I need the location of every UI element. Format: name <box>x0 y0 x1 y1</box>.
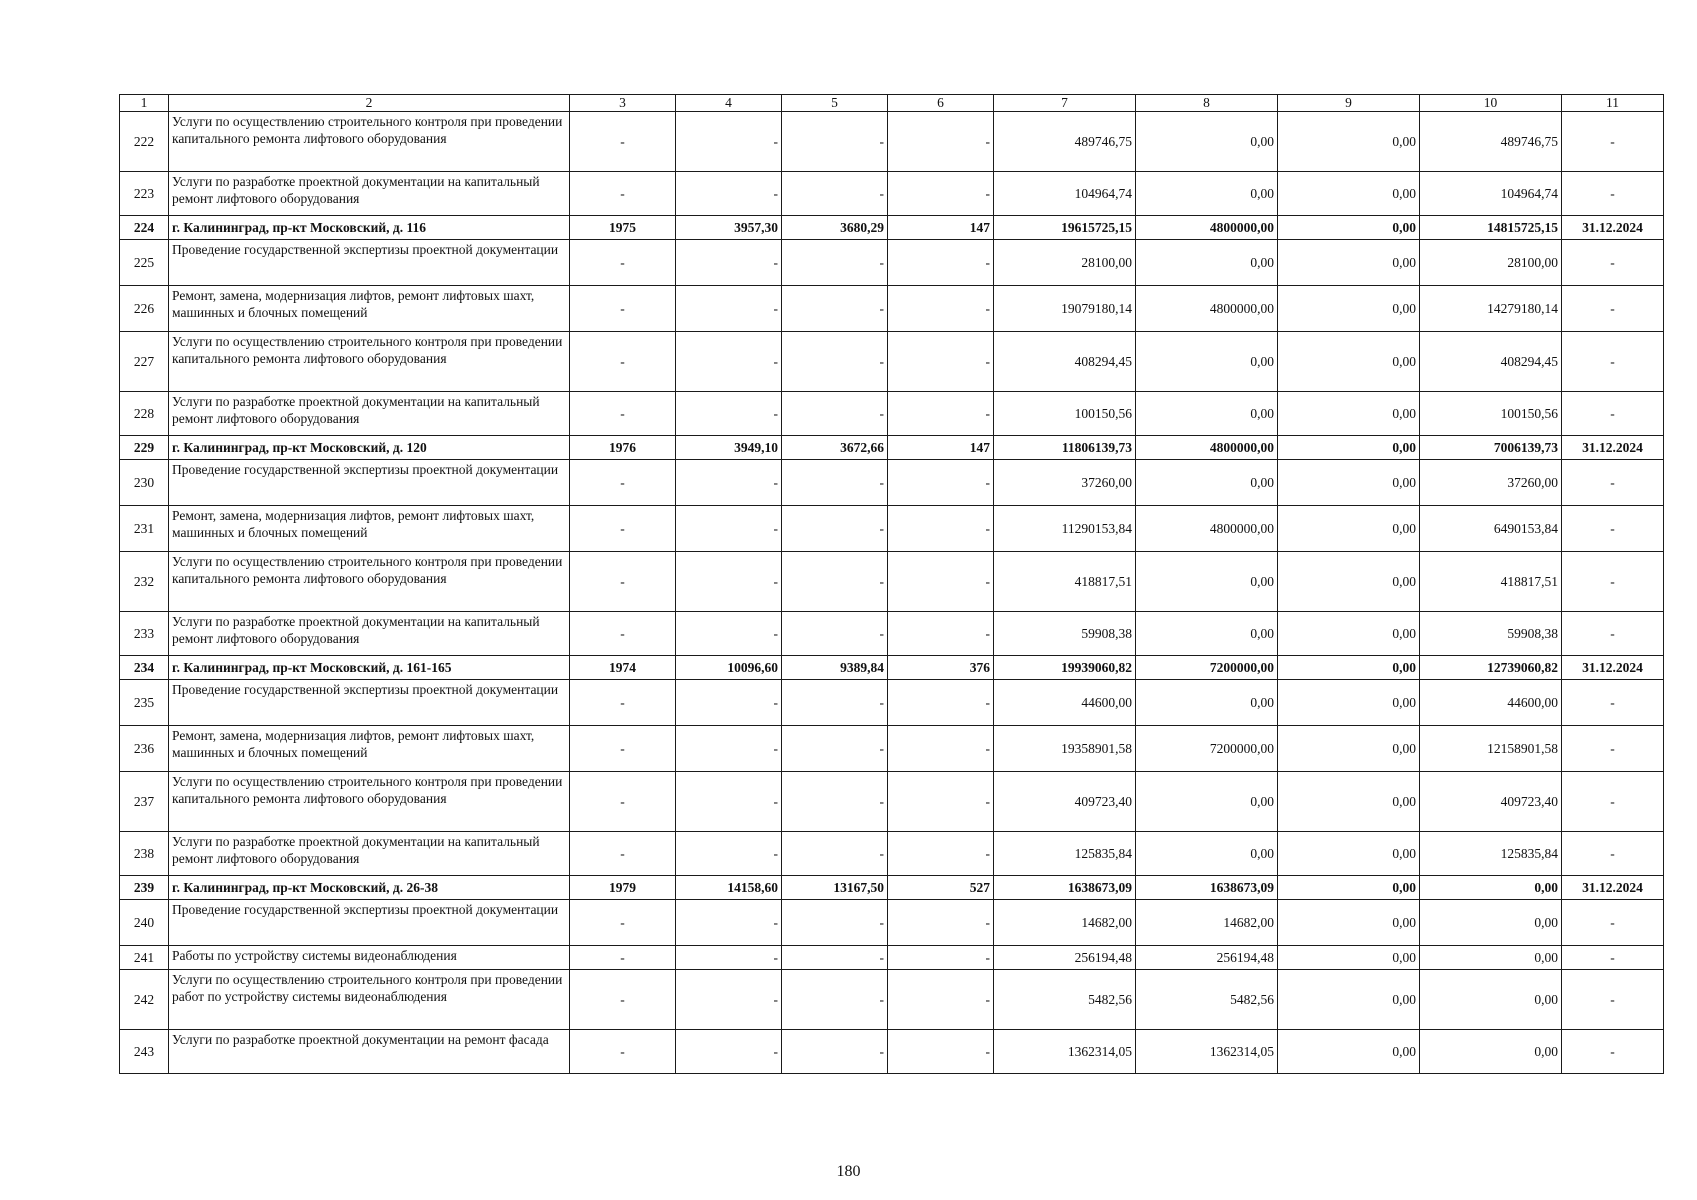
deadline-cell: - <box>1562 286 1664 332</box>
area-total-cell: - <box>676 332 782 392</box>
row-number: 242 <box>120 970 169 1030</box>
area-living-cell: - <box>782 332 888 392</box>
table-row <box>120 772 1664 832</box>
table-row <box>120 112 1664 172</box>
row-number: 243 <box>120 1030 169 1074</box>
table-row <box>120 332 1664 392</box>
area-total-cell: - <box>676 286 782 332</box>
area-living-cell: - <box>782 772 888 832</box>
table-row <box>120 460 1664 506</box>
year-cell: 1979 <box>570 876 676 900</box>
total-cost-cell: 28100,00 <box>994 240 1136 286</box>
year-cell: 1975 <box>570 216 676 240</box>
area-total-cell: 3949,10 <box>676 436 782 460</box>
row-name: г. Калининград, пр-кт Московский, д. 120 <box>169 436 570 460</box>
budget-cost-cell: 0,00 <box>1278 436 1420 460</box>
table-row <box>120 970 1664 1030</box>
area-living-cell: - <box>782 112 888 172</box>
area-total-cell: - <box>676 612 782 656</box>
area-living-cell: - <box>782 832 888 876</box>
owner-cost-cell: 14815725,15 <box>1420 216 1562 240</box>
total-cost-cell: 100150,56 <box>994 392 1136 436</box>
fund-cost-cell: 0,00 <box>1136 680 1278 726</box>
fund-cost-cell: 4800000,00 <box>1136 506 1278 552</box>
column-header-row <box>120 95 1664 112</box>
owner-cost-cell: 0,00 <box>1420 900 1562 946</box>
column-header: 5 <box>782 95 888 112</box>
fund-cost-cell: 0,00 <box>1136 552 1278 612</box>
owner-cost-cell: 6490153,84 <box>1420 506 1562 552</box>
table-row <box>120 172 1664 216</box>
area-total-cell: - <box>676 832 782 876</box>
row-number: 234 <box>120 656 169 680</box>
address-row <box>120 216 1664 240</box>
budget-cost-cell: 0,00 <box>1278 216 1420 240</box>
area-living-cell: 9389,84 <box>782 656 888 680</box>
area-total-cell: - <box>676 772 782 832</box>
total-cost-cell: 5482,56 <box>994 970 1136 1030</box>
residents-cell: 527 <box>888 876 994 900</box>
total-cost-cell: 408294,45 <box>994 332 1136 392</box>
fund-cost-cell: 0,00 <box>1136 832 1278 876</box>
residents-cell: - <box>888 460 994 506</box>
row-name: Проведение государственной экспертизы проектной документации <box>169 460 570 506</box>
fund-cost-cell: 5482,56 <box>1136 970 1278 1030</box>
table-row <box>120 726 1664 772</box>
table-row <box>120 286 1664 332</box>
deadline-cell: - <box>1562 552 1664 612</box>
area-total-cell: - <box>676 726 782 772</box>
deadline-cell: 31.12.2024 <box>1562 436 1664 460</box>
fund-cost-cell: 7200000,00 <box>1136 726 1278 772</box>
budget-cost-cell: 0,00 <box>1278 286 1420 332</box>
area-total-cell: - <box>676 1030 782 1074</box>
residents-cell: - <box>888 172 994 216</box>
budget-cost-cell: 0,00 <box>1278 332 1420 392</box>
residents-cell: - <box>888 680 994 726</box>
deadline-cell: 31.12.2024 <box>1562 876 1664 900</box>
owner-cost-cell: 408294,45 <box>1420 332 1562 392</box>
year-cell: - <box>570 172 676 216</box>
residents-cell: - <box>888 112 994 172</box>
column-header: 1 <box>120 95 169 112</box>
area-living-cell: - <box>782 240 888 286</box>
area-total-cell: - <box>676 172 782 216</box>
year-cell: - <box>570 552 676 612</box>
row-number: 240 <box>120 900 169 946</box>
residents-cell: - <box>888 772 994 832</box>
column-header: 6 <box>888 95 994 112</box>
fund-cost-cell: 4800000,00 <box>1136 286 1278 332</box>
row-name: Услуги по осуществлению строительного контроля при проведении работ по устройству системы видеонаблюдения <box>169 970 570 1030</box>
total-cost-cell: 125835,84 <box>994 832 1136 876</box>
table-row <box>120 946 1664 970</box>
deadline-cell: - <box>1562 172 1664 216</box>
residents-cell: 376 <box>888 656 994 680</box>
fund-cost-cell: 0,00 <box>1136 332 1278 392</box>
residents-cell: - <box>888 392 994 436</box>
area-living-cell: - <box>782 680 888 726</box>
year-cell: - <box>570 612 676 656</box>
year-cell: - <box>570 112 676 172</box>
fund-cost-cell: 1362314,05 <box>1136 1030 1278 1074</box>
row-number: 231 <box>120 506 169 552</box>
total-cost-cell: 19615725,15 <box>994 216 1136 240</box>
area-total-cell: - <box>676 240 782 286</box>
total-cost-cell: 19079180,14 <box>994 286 1136 332</box>
row-number: 225 <box>120 240 169 286</box>
area-total-cell: - <box>676 460 782 506</box>
register-table <box>119 94 1664 1074</box>
row-number: 229 <box>120 436 169 460</box>
deadline-cell: - <box>1562 772 1664 832</box>
budget-cost-cell: 0,00 <box>1278 552 1420 612</box>
fund-cost-cell: 0,00 <box>1136 172 1278 216</box>
owner-cost-cell: 104964,74 <box>1420 172 1562 216</box>
area-total-cell: 10096,60 <box>676 656 782 680</box>
deadline-cell: - <box>1562 332 1664 392</box>
fund-cost-cell: 256194,48 <box>1136 946 1278 970</box>
area-total-cell: 14158,60 <box>676 876 782 900</box>
table-row <box>120 506 1664 552</box>
total-cost-cell: 1362314,05 <box>994 1030 1136 1074</box>
area-living-cell: - <box>782 460 888 506</box>
row-name: Ремонт, замена, модернизация лифтов, ремонт лифтовых шахт, машинных и блочных помещений <box>169 726 570 772</box>
area-total-cell: - <box>676 112 782 172</box>
area-living-cell: 3672,66 <box>782 436 888 460</box>
residents-cell: - <box>888 832 994 876</box>
row-number: 228 <box>120 392 169 436</box>
year-cell: - <box>570 286 676 332</box>
row-number: 226 <box>120 286 169 332</box>
area-total-cell: - <box>676 392 782 436</box>
total-cost-cell: 19939060,82 <box>994 656 1136 680</box>
deadline-cell: - <box>1562 612 1664 656</box>
budget-cost-cell: 0,00 <box>1278 112 1420 172</box>
column-header: 4 <box>676 95 782 112</box>
row-number: 241 <box>120 946 169 970</box>
owner-cost-cell: 409723,40 <box>1420 772 1562 832</box>
deadline-cell: 31.12.2024 <box>1562 656 1664 680</box>
fund-cost-cell: 0,00 <box>1136 112 1278 172</box>
row-name: Услуги по осуществлению строительного контроля при проведении капитального ремонта лифтового оборудования <box>169 332 570 392</box>
column-header: 10 <box>1420 95 1562 112</box>
fund-cost-cell: 0,00 <box>1136 772 1278 832</box>
row-number: 224 <box>120 216 169 240</box>
residents-cell: - <box>888 612 994 656</box>
budget-cost-cell: 0,00 <box>1278 772 1420 832</box>
fund-cost-cell: 4800000,00 <box>1136 216 1278 240</box>
row-number: 232 <box>120 552 169 612</box>
deadline-cell: 31.12.2024 <box>1562 216 1664 240</box>
owner-cost-cell: 0,00 <box>1420 946 1562 970</box>
row-name: Ремонт, замена, модернизация лифтов, ремонт лифтовых шахт, машинных и блочных помещений <box>169 506 570 552</box>
fund-cost-cell: 0,00 <box>1136 460 1278 506</box>
row-name: г. Калининград, пр-кт Московский, д. 116 <box>169 216 570 240</box>
fund-cost-cell: 7200000,00 <box>1136 656 1278 680</box>
area-total-cell: - <box>676 946 782 970</box>
budget-cost-cell: 0,00 <box>1278 656 1420 680</box>
row-name: Проведение государственной экспертизы проектной документации <box>169 900 570 946</box>
owner-cost-cell: 12158901,58 <box>1420 726 1562 772</box>
area-total-cell: - <box>676 552 782 612</box>
address-row <box>120 656 1664 680</box>
residents-cell: - <box>888 332 994 392</box>
table-row <box>120 1030 1664 1074</box>
deadline-cell: - <box>1562 112 1664 172</box>
column-header: 2 <box>169 95 570 112</box>
area-living-cell: - <box>782 392 888 436</box>
table-row <box>120 832 1664 876</box>
year-cell: - <box>570 460 676 506</box>
total-cost-cell: 489746,75 <box>994 112 1136 172</box>
year-cell: - <box>570 726 676 772</box>
total-cost-cell: 11806139,73 <box>994 436 1136 460</box>
owner-cost-cell: 44600,00 <box>1420 680 1562 726</box>
row-name: Проведение государственной экспертизы проектной документации <box>169 680 570 726</box>
fund-cost-cell: 4800000,00 <box>1136 436 1278 460</box>
area-living-cell: - <box>782 172 888 216</box>
budget-cost-cell: 0,00 <box>1278 506 1420 552</box>
deadline-cell: - <box>1562 900 1664 946</box>
owner-cost-cell: 28100,00 <box>1420 240 1562 286</box>
budget-cost-cell: 0,00 <box>1278 392 1420 436</box>
budget-cost-cell: 0,00 <box>1278 680 1420 726</box>
owner-cost-cell: 14279180,14 <box>1420 286 1562 332</box>
row-name: Проведение государственной экспертизы проектной документации <box>169 240 570 286</box>
budget-cost-cell: 0,00 <box>1278 970 1420 1030</box>
area-living-cell: 13167,50 <box>782 876 888 900</box>
deadline-cell: - <box>1562 970 1664 1030</box>
table-row <box>120 612 1664 656</box>
owner-cost-cell: 12739060,82 <box>1420 656 1562 680</box>
total-cost-cell: 1638673,09 <box>994 876 1136 900</box>
budget-cost-cell: 0,00 <box>1278 1030 1420 1074</box>
column-header: 11 <box>1562 95 1664 112</box>
year-cell: 1976 <box>570 436 676 460</box>
deadline-cell: - <box>1562 460 1664 506</box>
residents-cell: - <box>888 946 994 970</box>
year-cell: - <box>570 680 676 726</box>
residents-cell: - <box>888 506 994 552</box>
residents-cell: - <box>888 726 994 772</box>
total-cost-cell: 11290153,84 <box>994 506 1136 552</box>
fund-cost-cell: 14682,00 <box>1136 900 1278 946</box>
row-number: 236 <box>120 726 169 772</box>
owner-cost-cell: 100150,56 <box>1420 392 1562 436</box>
row-number: 235 <box>120 680 169 726</box>
fund-cost-cell: 0,00 <box>1136 612 1278 656</box>
deadline-cell: - <box>1562 946 1664 970</box>
area-living-cell: - <box>782 900 888 946</box>
residents-cell: 147 <box>888 216 994 240</box>
area-total-cell: - <box>676 970 782 1030</box>
owner-cost-cell: 0,00 <box>1420 970 1562 1030</box>
row-name: Услуги по разработке проектной документации на капитальный ремонт лифтового оборудования <box>169 832 570 876</box>
row-name: Услуги по разработке проектной документации на ремонт фасада <box>169 1030 570 1074</box>
row-name: Услуги по разработке проектной документации на капитальный ремонт лифтового оборудования <box>169 172 570 216</box>
row-name: г. Калининград, пр-кт Московский, д. 26-38 <box>169 876 570 900</box>
year-cell: - <box>570 506 676 552</box>
residents-cell: - <box>888 240 994 286</box>
budget-cost-cell: 0,00 <box>1278 460 1420 506</box>
area-total-cell: - <box>676 506 782 552</box>
area-total-cell: - <box>676 900 782 946</box>
year-cell: - <box>570 946 676 970</box>
row-name: Услуги по разработке проектной документации на капитальный ремонт лифтового оборудования <box>169 392 570 436</box>
deadline-cell: - <box>1562 832 1664 876</box>
row-name: Услуги по осуществлению строительного контроля при проведении капитального ремонта лифтового оборудования <box>169 552 570 612</box>
owner-cost-cell: 418817,51 <box>1420 552 1562 612</box>
row-number: 239 <box>120 876 169 900</box>
residents-cell: - <box>888 286 994 332</box>
row-number: 227 <box>120 332 169 392</box>
row-number: 233 <box>120 612 169 656</box>
owner-cost-cell: 37260,00 <box>1420 460 1562 506</box>
budget-cost-cell: 0,00 <box>1278 832 1420 876</box>
owner-cost-cell: 125835,84 <box>1420 832 1562 876</box>
budget-cost-cell: 0,00 <box>1278 172 1420 216</box>
column-header: 3 <box>570 95 676 112</box>
total-cost-cell: 104964,74 <box>994 172 1136 216</box>
budget-cost-cell: 0,00 <box>1278 240 1420 286</box>
fund-cost-cell: 0,00 <box>1136 392 1278 436</box>
page-number: 180 <box>836 1163 861 1180</box>
year-cell: - <box>570 332 676 392</box>
residents-cell: 147 <box>888 436 994 460</box>
year-cell: - <box>570 392 676 436</box>
area-living-cell: - <box>782 286 888 332</box>
area-living-cell: - <box>782 970 888 1030</box>
area-living-cell: - <box>782 1030 888 1074</box>
total-cost-cell: 409723,40 <box>994 772 1136 832</box>
row-number: 230 <box>120 460 169 506</box>
row-name: Услуги по осуществлению строительного контроля при проведении капитального ремонта лифтового оборудования <box>169 772 570 832</box>
deadline-cell: - <box>1562 506 1664 552</box>
area-living-cell: - <box>782 552 888 612</box>
table-row <box>120 900 1664 946</box>
deadline-cell: - <box>1562 726 1664 772</box>
year-cell: - <box>570 772 676 832</box>
column-header: 7 <box>994 95 1136 112</box>
table-row <box>120 392 1664 436</box>
owner-cost-cell: 489746,75 <box>1420 112 1562 172</box>
area-living-cell: 3680,29 <box>782 216 888 240</box>
year-cell: - <box>570 1030 676 1074</box>
row-number: 237 <box>120 772 169 832</box>
area-total-cell: 3957,30 <box>676 216 782 240</box>
deadline-cell: - <box>1562 680 1664 726</box>
address-row <box>120 436 1664 460</box>
row-number: 223 <box>120 172 169 216</box>
budget-cost-cell: 0,00 <box>1278 946 1420 970</box>
year-cell: 1974 <box>570 656 676 680</box>
row-number: 238 <box>120 832 169 876</box>
table-row <box>120 240 1664 286</box>
year-cell: - <box>570 832 676 876</box>
row-name: Работы по устройству системы видеонаблюдения <box>169 946 570 970</box>
owner-cost-cell: 7006139,73 <box>1420 436 1562 460</box>
row-name: Услуги по разработке проектной документации на капитальный ремонт лифтового оборудования <box>169 612 570 656</box>
budget-cost-cell: 0,00 <box>1278 876 1420 900</box>
area-living-cell: - <box>782 612 888 656</box>
table-row <box>120 680 1664 726</box>
total-cost-cell: 44600,00 <box>994 680 1136 726</box>
column-header: 8 <box>1136 95 1278 112</box>
year-cell: - <box>570 970 676 1030</box>
deadline-cell: - <box>1562 392 1664 436</box>
total-cost-cell: 37260,00 <box>994 460 1136 506</box>
total-cost-cell: 14682,00 <box>994 900 1136 946</box>
area-living-cell: - <box>782 726 888 772</box>
owner-cost-cell: 0,00 <box>1420 876 1562 900</box>
residents-cell: - <box>888 900 994 946</box>
deadline-cell: - <box>1562 240 1664 286</box>
row-name: Услуги по осуществлению строительного контроля при проведении капитального ремонта лифтового оборудования <box>169 112 570 172</box>
fund-cost-cell: 0,00 <box>1136 240 1278 286</box>
total-cost-cell: 59908,38 <box>994 612 1136 656</box>
area-living-cell: - <box>782 946 888 970</box>
row-name: г. Калининград, пр-кт Московский, д. 161-165 <box>169 656 570 680</box>
budget-cost-cell: 0,00 <box>1278 726 1420 772</box>
residents-cell: - <box>888 970 994 1030</box>
table-row <box>120 552 1664 612</box>
year-cell: - <box>570 900 676 946</box>
total-cost-cell: 256194,48 <box>994 946 1136 970</box>
column-header: 9 <box>1278 95 1420 112</box>
budget-cost-cell: 0,00 <box>1278 900 1420 946</box>
fund-cost-cell: 1638673,09 <box>1136 876 1278 900</box>
year-cell: - <box>570 240 676 286</box>
row-name: Ремонт, замена, модернизация лифтов, ремонт лифтовых шахт, машинных и блочных помещений <box>169 286 570 332</box>
residents-cell: - <box>888 552 994 612</box>
budget-cost-cell: 0,00 <box>1278 612 1420 656</box>
address-row <box>120 876 1664 900</box>
area-living-cell: - <box>782 506 888 552</box>
owner-cost-cell: 59908,38 <box>1420 612 1562 656</box>
row-number: 222 <box>120 112 169 172</box>
deadline-cell: - <box>1562 1030 1664 1074</box>
total-cost-cell: 19358901,58 <box>994 726 1136 772</box>
area-total-cell: - <box>676 680 782 726</box>
total-cost-cell: 418817,51 <box>994 552 1136 612</box>
owner-cost-cell: 0,00 <box>1420 1030 1562 1074</box>
residents-cell: - <box>888 1030 994 1074</box>
